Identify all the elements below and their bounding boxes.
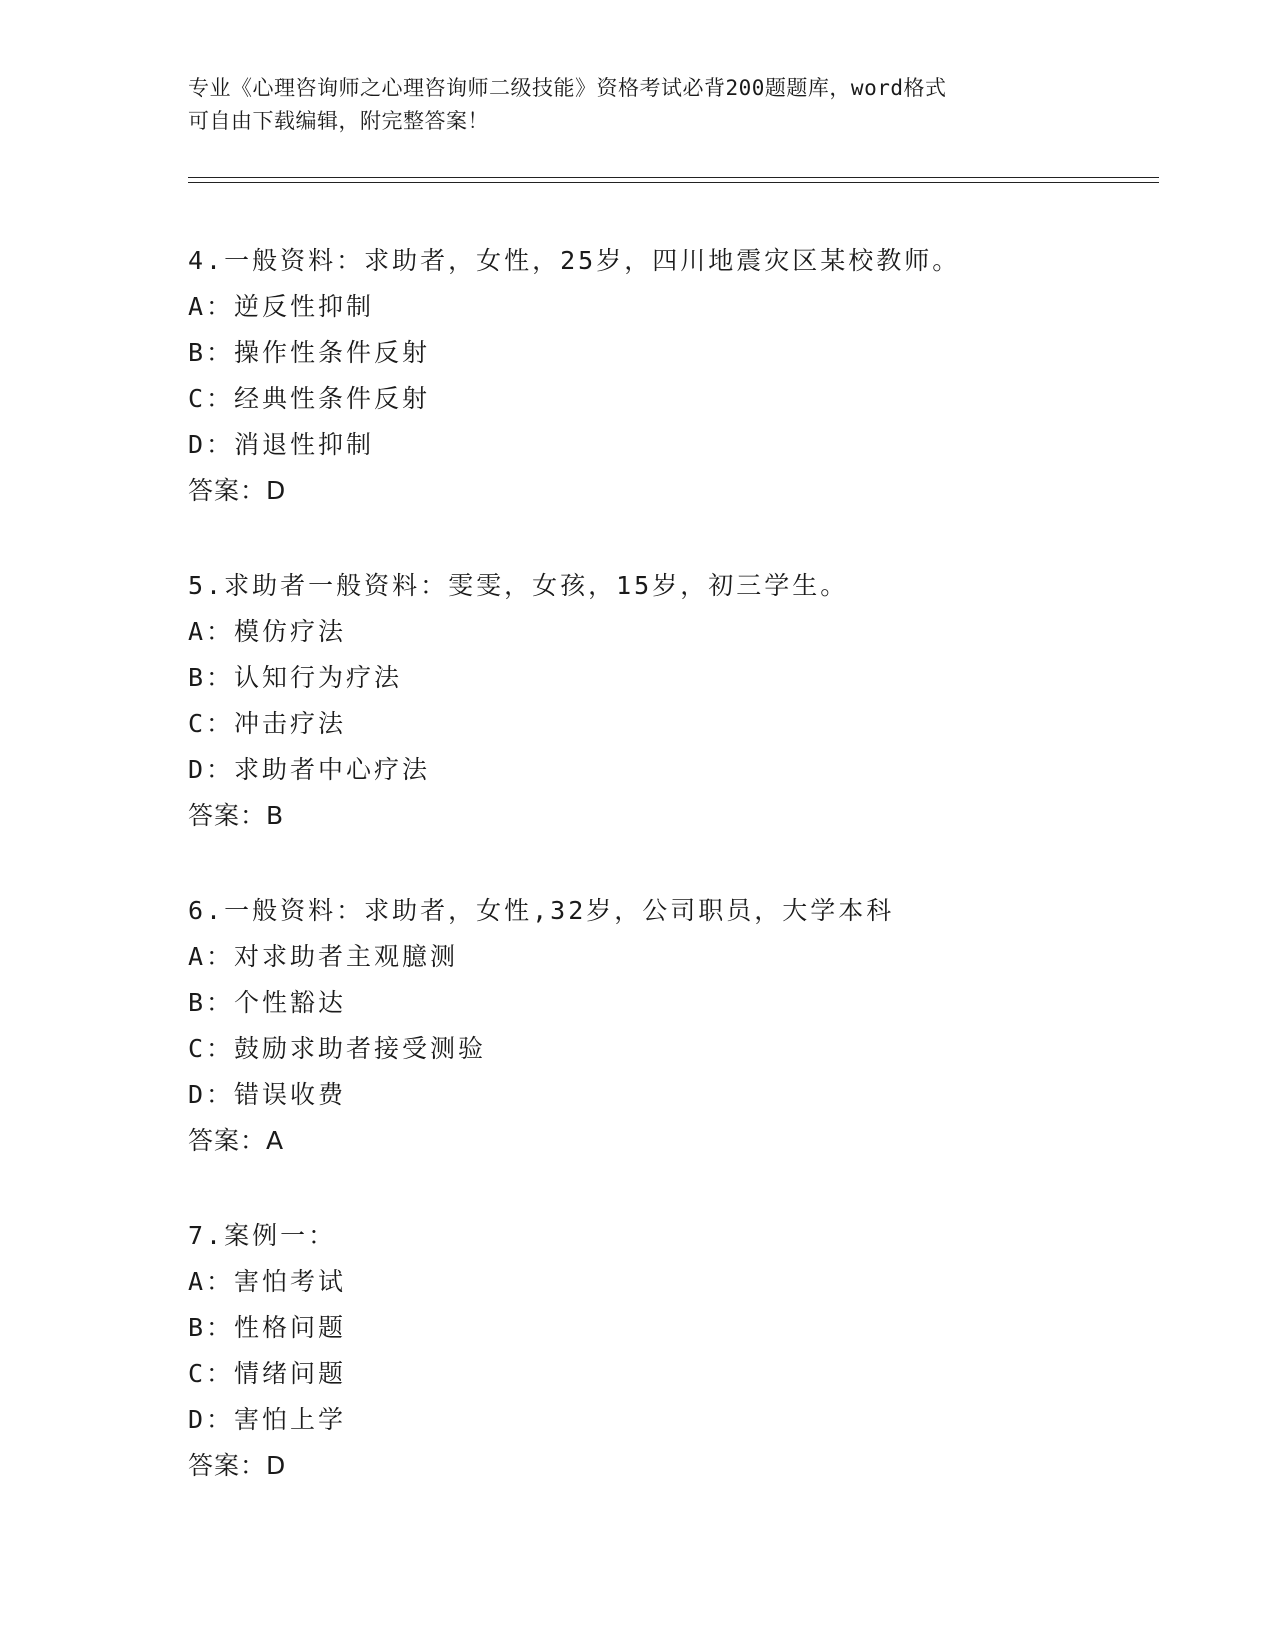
question-stem: 4.一般资料：求助者，女性，25岁，四川地震灾区某校教师。 [188,246,961,275]
option-a: A：逆反性抑制 [188,292,375,321]
answer-line: 答案：D [188,1451,287,1480]
option-d: D：消退性抑制 [188,430,375,459]
option-a: A：害怕考试 [188,1267,347,1296]
option-a: A：对求助者主观臆测 [188,942,459,971]
question-list [188,238,1148,1489]
page-header [188,72,1088,138]
option-a: A：模仿疗法 [188,617,347,646]
question-5 [188,563,1148,839]
option-b: B：认知行为疗法 [188,663,403,692]
option-c: C：经典性条件反射 [188,384,431,413]
question-4 [188,238,1148,514]
option-d: D：害怕上学 [188,1405,347,1434]
question-6 [188,888,1148,1164]
option-d: D：错误收费 [188,1080,347,1109]
option-d: D：求助者中心疗法 [188,755,431,784]
header-divider [188,177,1159,183]
question-stem: 6.一般资料：求助者，女性,32岁，公司职员，大学本科 [188,896,895,925]
question-stem: 5.求助者一般资料：雯雯，女孩，15岁，初三学生。 [188,571,849,600]
option-b: B：个性豁达 [188,988,347,1017]
option-b: B：性格问题 [188,1313,347,1342]
answer-line: 答案：D [188,476,287,505]
option-c: C：情绪问题 [188,1359,347,1388]
question-7 [188,1213,1148,1489]
header-line-2: 可自由下载编辑，附完整答案！ [188,109,489,133]
option-c: C：鼓励求助者接受测验 [188,1034,487,1063]
question-stem: 7.案例一： [188,1221,337,1250]
option-c: C：冲击疗法 [188,709,347,738]
answer-line: 答案：A [188,1126,285,1155]
header-line-1: 专业《心理咨询师之心理咨询师二级技能》资格考试必背200题题库，word格式 [188,76,947,100]
option-b: B：操作性条件反射 [188,338,431,367]
answer-line: 答案：B [188,801,285,830]
